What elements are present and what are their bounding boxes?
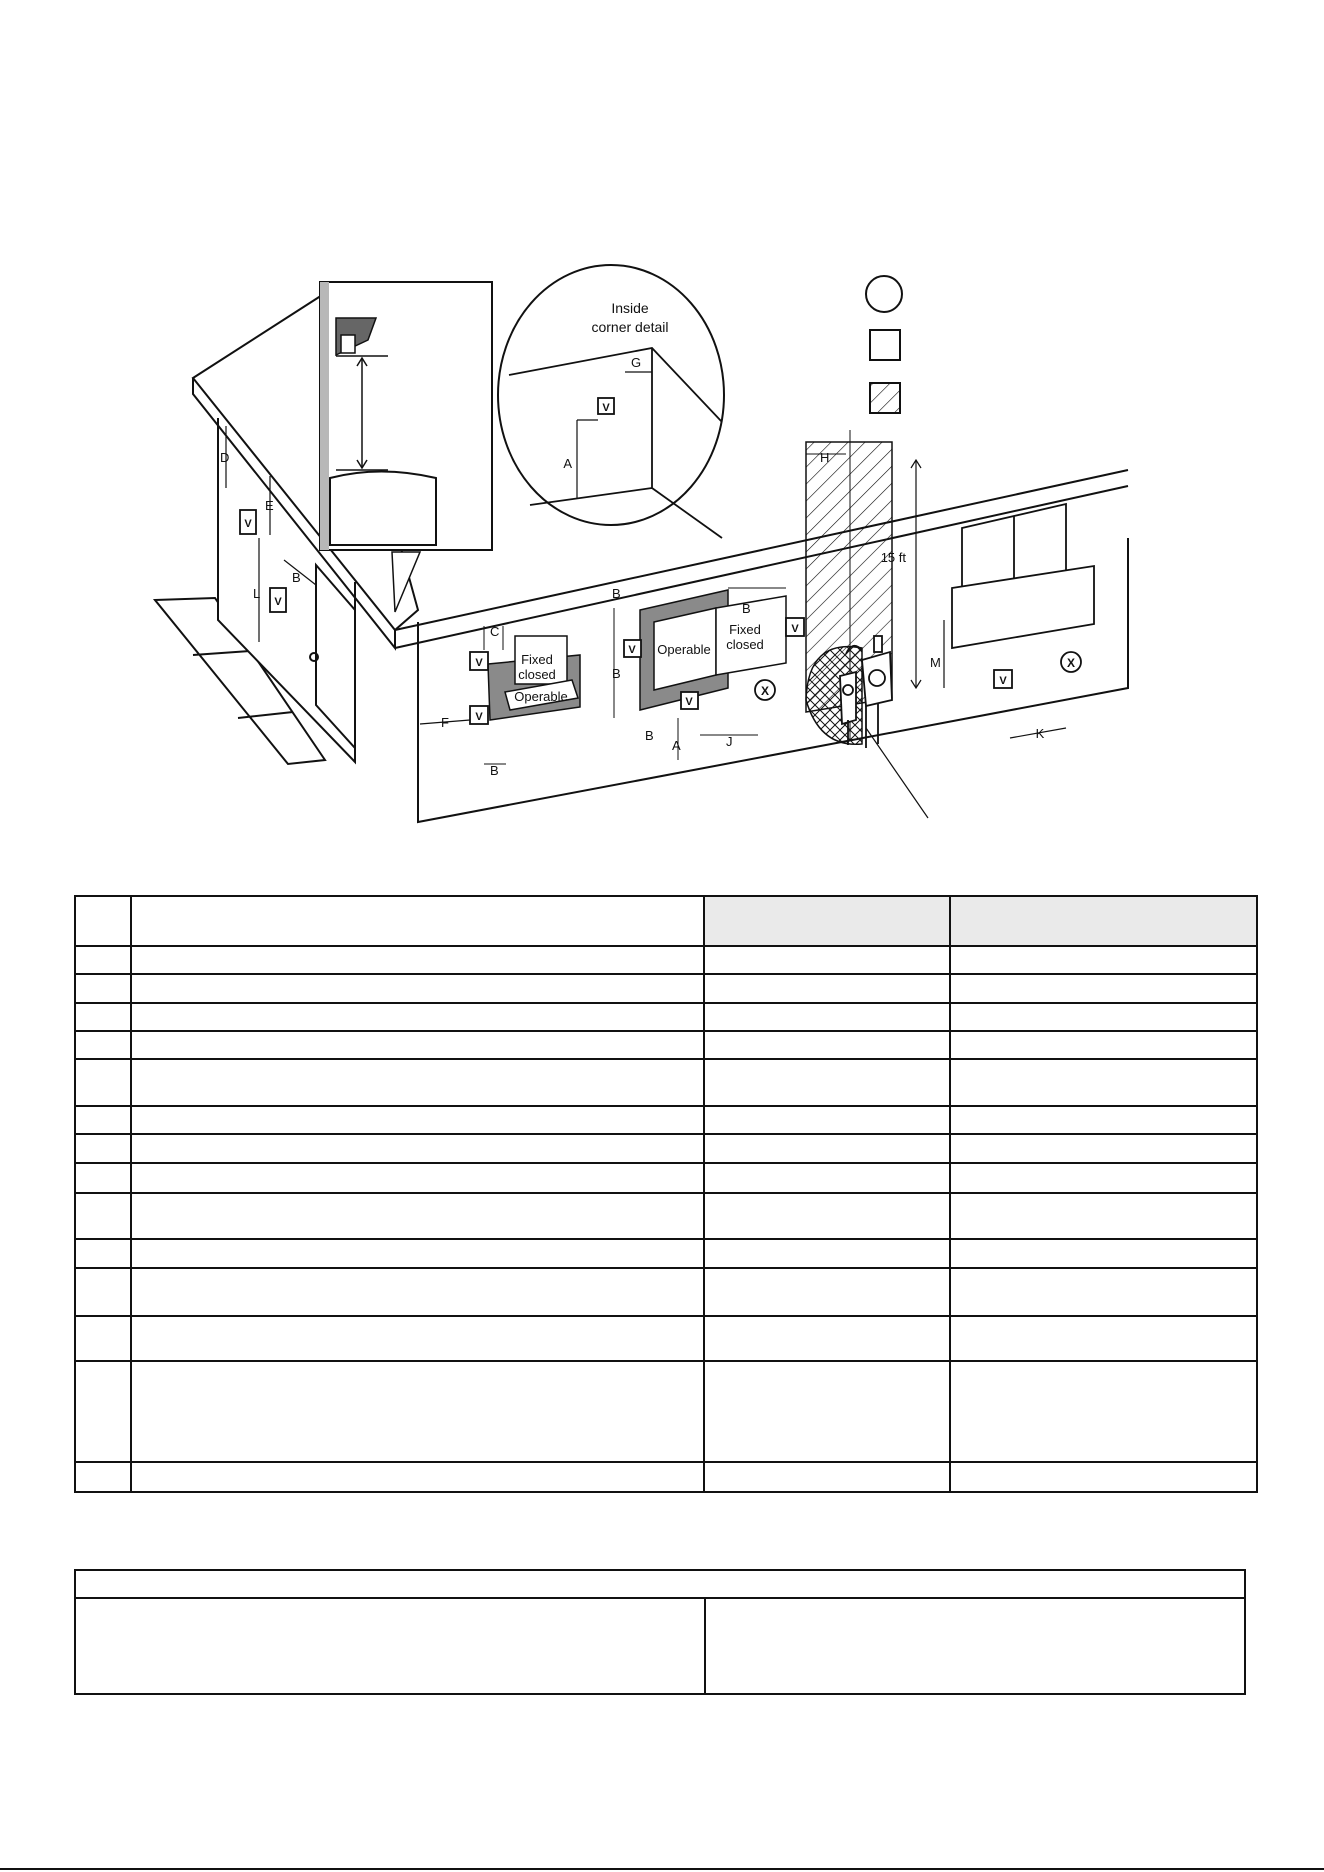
svg-text:V: V [791, 623, 799, 635]
svg-text:H: H [820, 450, 830, 465]
table-row [75, 1193, 1257, 1239]
table-row [75, 1163, 1257, 1193]
table-row [75, 1003, 1257, 1031]
table-header-cell [75, 896, 131, 946]
svg-text:G: G [631, 355, 642, 370]
svg-text:Operable: Operable [657, 642, 711, 657]
vent-marker-icon [994, 670, 1012, 688]
svg-text:15 ft: 15 ft [880, 550, 906, 565]
svg-text:V: V [628, 644, 636, 656]
svg-text:V: V [685, 696, 693, 708]
table-row [75, 1106, 1257, 1134]
circle-legend-icon [866, 276, 902, 312]
svg-text:K: K [1035, 726, 1045, 741]
table-row [75, 1462, 1257, 1492]
svg-text:D: D [220, 450, 230, 465]
svg-text:Fixed: Fixed [729, 622, 761, 637]
table-row [75, 1059, 1257, 1106]
svg-text:V: V [274, 596, 282, 608]
footnote-table [74, 1569, 1246, 1695]
table-row [75, 1570, 1245, 1598]
inside-corner-detail [498, 265, 724, 538]
svg-text:V: V [244, 518, 252, 530]
svg-text:Operable: Operable [514, 689, 568, 704]
svg-text:X: X [1066, 656, 1076, 670]
table-row [75, 1134, 1257, 1163]
vent-clearance-diagram [0, 0, 1324, 860]
svg-text:X: X [760, 684, 770, 698]
table-row [75, 1031, 1257, 1059]
svg-text:A: A [672, 738, 681, 753]
svg-text:F: F [441, 715, 449, 730]
svg-text:B: B [645, 728, 654, 743]
inside-corner-title-1: Inside [611, 300, 649, 316]
table-row [75, 1316, 1257, 1361]
svg-text:B: B [292, 570, 301, 585]
table-row [75, 946, 1257, 974]
table-row [75, 1598, 1245, 1694]
svg-text:V: V [602, 402, 610, 414]
table-row [75, 974, 1257, 1003]
square-legend-icon [870, 330, 900, 360]
clearance-table [74, 895, 1258, 1493]
svg-text:V: V [475, 657, 483, 669]
inside-corner-title-2: corner detail [591, 319, 669, 335]
table-row [75, 1361, 1257, 1462]
svg-text:M: M [930, 655, 941, 670]
legend-symbols [866, 276, 902, 413]
air-supply-marker-icon [1061, 652, 1081, 672]
svg-text:V: V [475, 711, 483, 723]
table-row [75, 1268, 1257, 1316]
svg-text:Fixed: Fixed [521, 652, 553, 667]
svg-text:J: J [726, 734, 733, 749]
svg-text:closed: closed [518, 667, 556, 682]
svg-text:A: A [563, 456, 572, 471]
table-header-row [75, 896, 1257, 946]
svg-text:B: B [742, 601, 751, 616]
table-header-cell [704, 896, 950, 946]
hatched-square-legend-icon [870, 383, 900, 413]
svg-text:L: L [253, 586, 261, 601]
svg-text:E: E [265, 498, 274, 513]
svg-text:closed: closed [726, 637, 764, 652]
svg-text:C: C [490, 624, 500, 639]
table-row [75, 1239, 1257, 1268]
air-supply-marker-icon [755, 680, 775, 700]
window-box [952, 504, 1094, 648]
table-header-cell [131, 896, 704, 946]
table-header-cell [950, 896, 1257, 946]
page-bottom-rule [0, 1868, 1324, 1870]
svg-text:B: B [490, 763, 499, 778]
svg-text:B: B [612, 586, 621, 601]
svg-text:V: V [999, 675, 1007, 687]
svg-text:B: B [612, 666, 621, 681]
